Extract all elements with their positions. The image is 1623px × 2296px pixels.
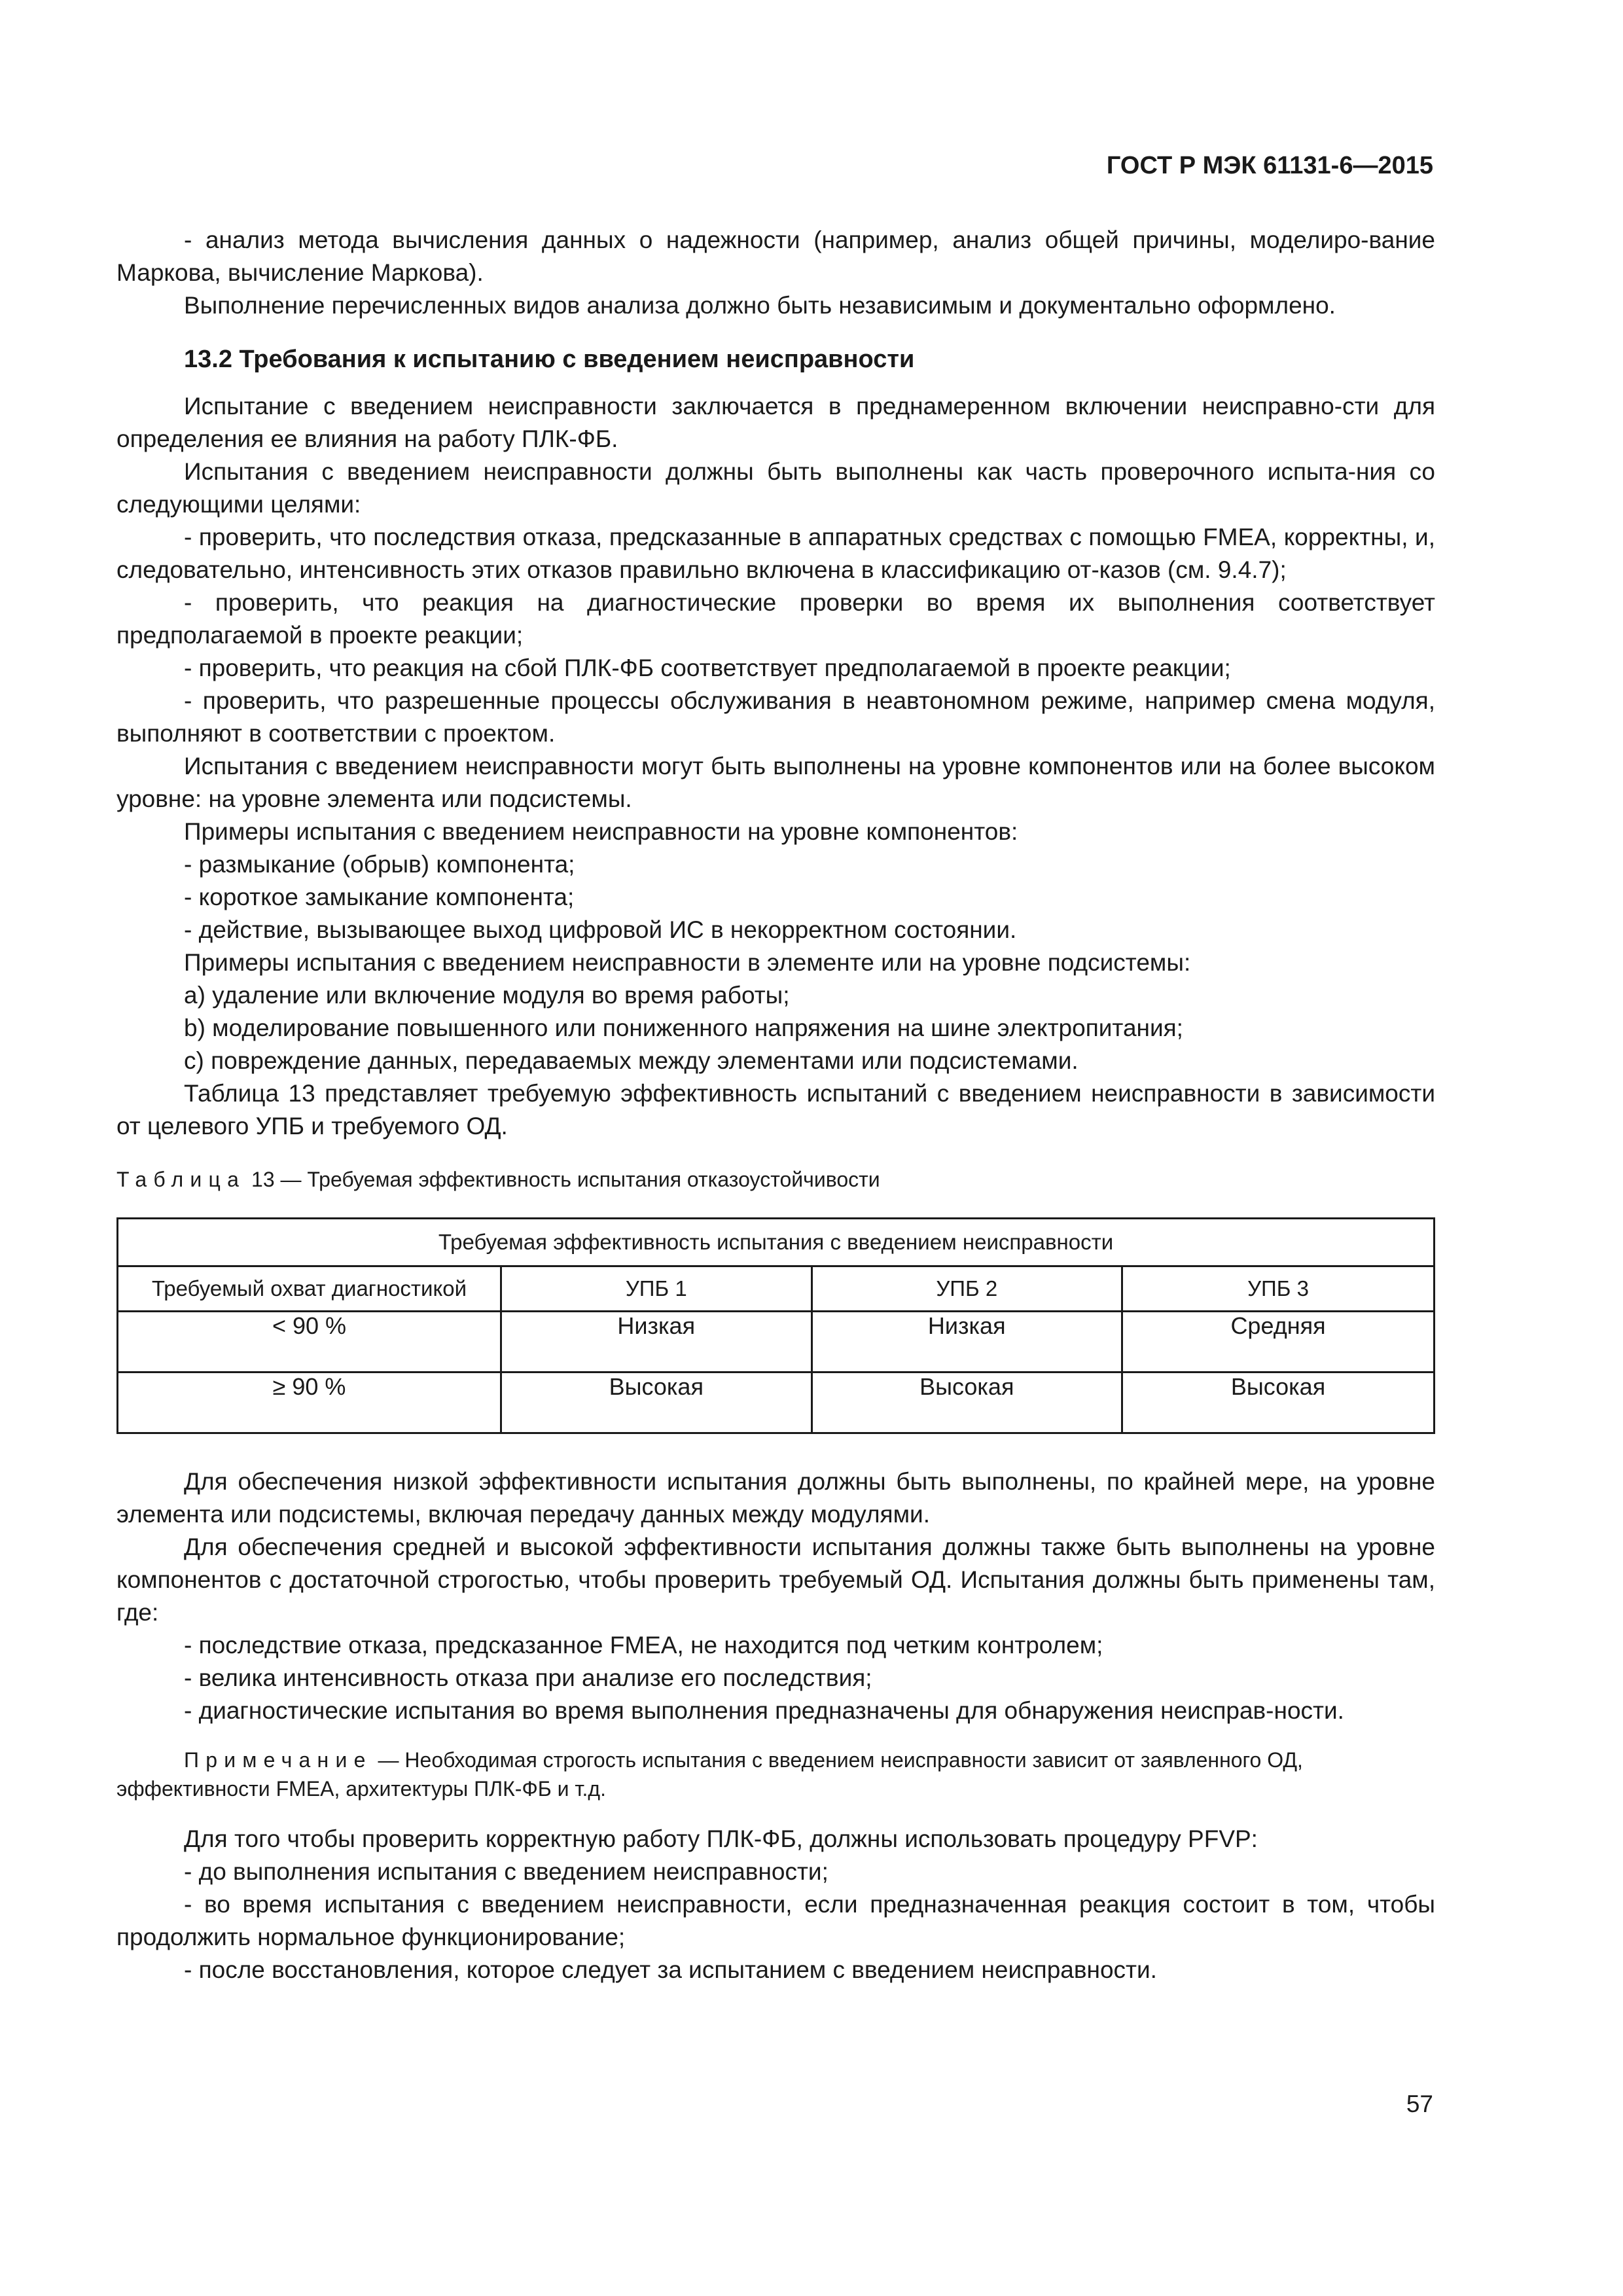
list-item: - до выполнения испытания с введением неисправности; [184,1858,829,1885]
table-cell: Высокая [812,1372,1122,1433]
column-header: УПБ 2 [812,1266,1122,1312]
table-row [118,1312,1435,1372]
section-title: 13.2 Требования к испытанию с введением неисправности [184,346,915,373]
paragraph: Выполнение перечисленных видов анализа должно быть независимым и документально оформлено. [184,292,1336,319]
list-item: - во время испытания с введением неисправности, если предназначенная реакция состоит в том, чтобы продолжить нормальное функционирование; [116,1891,1435,1950]
document-code-header: ГОСТ Р МЭК 61131-6—2015 [1106,152,1433,179]
list-item: - короткое замыкание компонента; [184,884,575,910]
table-cell: Высокая [1122,1372,1435,1433]
paragraph: Испытания с введением неисправности должны быть выполнены как часть проверочного испыта-ния со следующими целями: [116,458,1435,518]
column-header: УПБ 3 [1122,1266,1435,1312]
note [116,1746,1435,1803]
table-caption-prefix: Таблица [116,1168,246,1191]
list-item: a) удаление или включение модуля во время работы; [184,982,790,1009]
page-body [116,224,1435,1986]
paragraph: Примеры испытания с введением неисправности на уровне компонентов: [184,818,1018,845]
table-cell: < 90 % [118,1312,501,1372]
table-cell: ≥ 90 % [118,1372,501,1433]
list-item: - действие, вызывающее выход цифровой ИС в некорректном состоянии. [184,916,1017,943]
table-header-row [118,1219,1435,1266]
list-item: - проверить, что реакция на диагностические проверки во время их выполнения соответствует предполагаемой в проекте реакции; [116,589,1435,649]
list-item: - размыкание (обрыв) компонента; [184,851,575,878]
list-item: - проверить, что разрешенные процессы обслуживания в неавтономном режиме, например смена модуля, выполняют в соответствии с проектом. [116,687,1435,747]
spacer [116,1434,1435,1465]
table-cell: Низкая [501,1312,812,1372]
paragraph: Испытание с введением неисправности заключается в преднамеренном включении неисправно-сти для определения ее влияния на работу ПЛК-ФБ. [116,393,1435,452]
column-header: УПБ 1 [501,1266,812,1312]
column-header: Требуемый охват диагностикой [118,1266,501,1312]
note-label: Примечание [184,1748,372,1772]
table-row [118,1372,1435,1433]
paragraph: Для обеспечения низкой эффективности испытания должны быть выполнены, по крайней мере, на уровне элемента или подсистемы, включая передачу данных между модулями. [116,1468,1435,1528]
paragraph: Для того чтобы проверить корректную работу ПЛК-ФБ, должны использовать процедуру PFVP: [184,1825,1258,1852]
list-item: - после восстановления, которое следует за испытанием с введением неисправности. [184,1956,1157,1983]
list-item: - последствие отказа, предсказанное FMEA, не находится под четким контролем; [184,1632,1103,1659]
table-caption-text: 13 — Требуемая эффективность испытания отказоустойчивости [251,1168,880,1191]
list-item: - диагностические испытания во время выполнения предназначены для обнаружения неисправ-ности. [184,1697,1344,1724]
table-cell: Высокая [501,1372,812,1433]
paragraph: Испытания с введением неисправности могут быть выполнены на уровне компонентов или на более высоком уровне: на уровне элемента или подсистемы. [116,753,1435,812]
list-item: - проверить, что реакция на сбой ПЛК-ФБ соответствует предполагаемой в проекте реакции; [184,655,1231,681]
list-item: - проверить, что последствия отказа, предсказанные в аппаратных средствах с помощью FMEA, корректны, и, следовательно, интенсивность этих отказов правильно включена в классификацию от-казов (см. 9.4.7); [116,524,1435,583]
table-cell: Средняя [1122,1312,1435,1372]
list-item: b) моделирование повышенного или пониженного напряжения на шине электропитания; [184,1014,1183,1041]
paragraph: Для обеспечения средней и высокой эффективности испытания должны также быть выполнены на уровне компонентов с достаточной строгостью, чтобы проверить требуемый ОД. Испытания должны быть применены там, где: [116,1534,1435,1626]
paragraph: Таблица 13 представляет требуемую эффективность испытаний с введением неисправности в зависимости от целевого УПБ и требуемого ОД. [116,1080,1435,1139]
table-cell: Низкая [812,1312,1122,1372]
page-number: 57 [1406,2090,1433,2117]
list-item: - велика интенсивность отказа при анализе его последствия; [184,1664,872,1691]
note-text: — Необходимая строгость испытания с введением неисправности зависит от заявленного ОД, эффективности FMEA, архитектуры ПЛК-ФБ и т.д. [116,1748,1303,1801]
list-item: c) повреждение данных, передаваемых между элементами или подсистемами. [184,1047,1079,1074]
table-caption [116,1165,1435,1194]
table-column-row [118,1266,1435,1312]
efficiency-table [116,1217,1435,1434]
paragraph: Примеры испытания с введением неисправности в элементе или на уровне подсистемы: [184,949,1191,976]
table-span-header: Требуемая эффективность испытания с введением неисправности [118,1219,1435,1266]
paragraph: - анализ метода вычисления данных о надежности (например, анализ общей причины, моделиро-вание Маркова, вычисление Маркова). [116,226,1435,286]
